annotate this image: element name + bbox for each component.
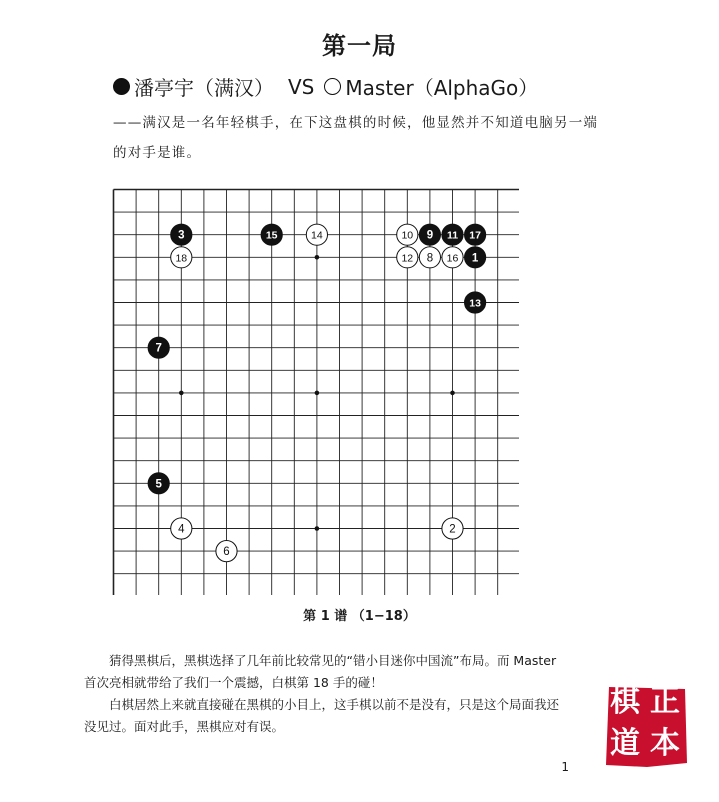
move-number: 18 — [175, 252, 188, 265]
seal-character: 道 — [610, 726, 640, 761]
stone-1 — [465, 247, 486, 268]
publisher-seal-stamp — [603, 683, 689, 769]
intro-text: ——满汉是一名年轻棋手，在下这盘棋的时候，他显然并不知道电脑另一端的对手是谁。 — [113, 115, 599, 161]
move-number: 8 — [426, 252, 434, 265]
commentary-paragraph: 白棋居然上来就直接碰在黑棋的小目上，这手棋以前不是没有，只是这个局面我还没见过。面对此手，黑棋应对有误。 — [84, 697, 560, 734]
stone-11 — [442, 224, 463, 245]
star-point — [315, 526, 320, 531]
move-number: 2 — [449, 523, 456, 536]
star-point — [315, 391, 320, 396]
move-number: 17 — [469, 229, 481, 242]
seal-character: 本 — [650, 726, 680, 761]
white-stone-icon — [324, 78, 341, 95]
stone-5 — [148, 473, 169, 494]
move-number: 7 — [155, 342, 162, 355]
go-board-diagram — [112, 188, 519, 595]
stone-8 — [419, 247, 440, 268]
black-stone-icon — [113, 78, 130, 95]
vs-label: VS — [288, 74, 315, 99]
page-number: 1 — [561, 760, 569, 774]
star-point — [315, 255, 320, 260]
stone-18 — [171, 247, 192, 268]
match-heading — [113, 72, 538, 101]
commentary-paragraph: 猜得黑棋后，黑棋选择了几年前比较常见的“错小目迷你中国流”布局。而 Master 首次亮相就带给了我们一个震撼，白棋第 18 手的碰！ — [84, 653, 557, 690]
move-number: 6 — [223, 546, 230, 559]
move-number: 13 — [469, 297, 481, 310]
diagram-caption: 第 1 谱 （1−18） — [303, 609, 416, 624]
move-number: 3 — [178, 229, 185, 242]
stone-3 — [171, 224, 192, 245]
stone-15 — [261, 224, 282, 245]
stone-6 — [216, 541, 237, 562]
move-number: 14 — [311, 229, 323, 242]
stone-12 — [397, 247, 418, 268]
move-number: 12 — [401, 252, 414, 265]
black-player: 潘亭宇（满汉） — [134, 76, 274, 100]
stone-14 — [306, 224, 327, 245]
stone-2 — [442, 518, 463, 539]
seal-character: 棋 — [610, 684, 640, 719]
seal-character: 正 — [650, 684, 680, 719]
stone-7 — [148, 337, 169, 358]
move-number: 11 — [446, 229, 459, 242]
move-number: 15 — [265, 229, 278, 242]
star-point — [179, 391, 184, 396]
stone-10 — [397, 224, 418, 245]
move-number: 10 — [401, 229, 414, 242]
stone-9 — [419, 224, 440, 245]
move-number: 5 — [155, 478, 162, 491]
move-number: 4 — [178, 523, 185, 536]
stone-4 — [171, 518, 192, 539]
move-number: 1 — [471, 252, 479, 265]
chapter-title: 第一局 — [322, 32, 397, 60]
stone-13 — [465, 292, 486, 313]
star-point — [450, 391, 455, 396]
move-number: 16 — [446, 252, 459, 265]
move-number: 9 — [426, 229, 434, 242]
stone-17 — [465, 224, 486, 245]
commentary — [84, 650, 564, 738]
stone-16 — [442, 247, 463, 268]
white-player: Master（AlphaGo） — [345, 76, 539, 100]
